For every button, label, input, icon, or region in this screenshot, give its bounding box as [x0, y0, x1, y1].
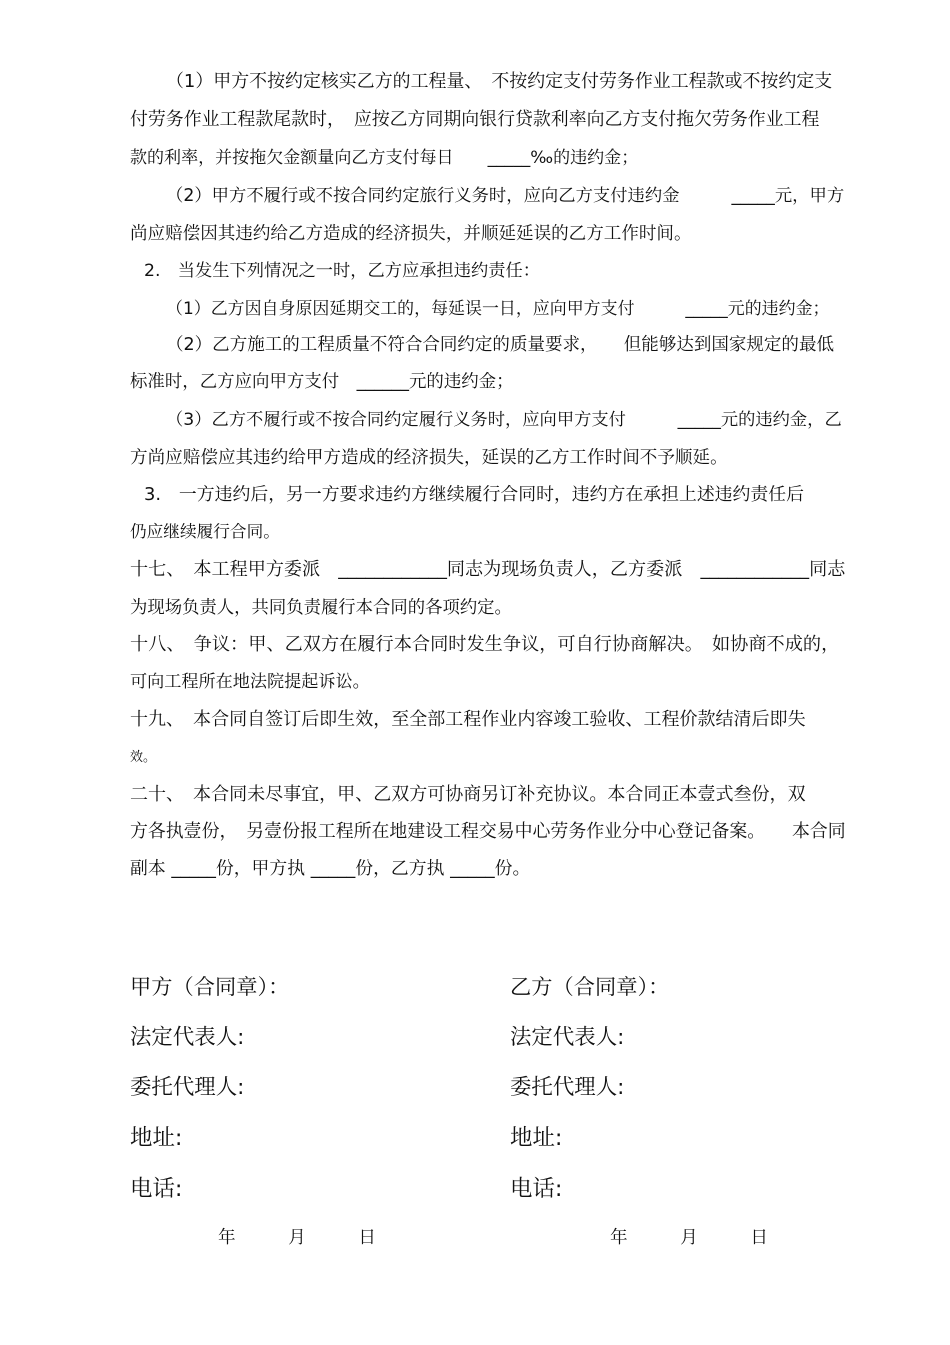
party-a-phone-label: 电话: [130, 1176, 183, 1202]
party-b-legal-rep-label: 法定代表人: [510, 1025, 625, 1050]
text-line: 尚应赔偿因其违约给乙方造成的经济损失，并顺延延误的乙方工作时间。 [130, 224, 692, 244]
text-line: 十九、 本合同自签订后即生效，至全部工程作业内容竣工验收、工程价款结清后即失 [130, 709, 806, 730]
party-a-seal-label: 甲方（合同章）： [130, 975, 290, 1000]
text-line: 2. 当发生下列情况之一时，乙方应承担违约责任： [144, 261, 540, 281]
party-b-agent-label: 委托代理人: [510, 1075, 625, 1100]
text-line: 十七、 本工程甲方委派 ____________同志为现场负责人，乙方委派 ____________同志 [130, 559, 846, 580]
party-a-address-label: 地址: [130, 1125, 183, 1151]
text-line: 付劳务作业工程款尾款时， 应按乙方同期向银行贷款利率向乙方支付拖欠劳务作业工程 [130, 109, 820, 130]
text-line: 3. 一方违约后，另一方要求违约方继续履行合同时，违约方在承担上述违约责任后 [144, 484, 804, 505]
text-line: 为现场负责人，共同负责履行本合同的各项约定。 [130, 598, 512, 618]
text-line: 可向工程所在地法院提起诉讼。 [130, 672, 370, 692]
party-a-date-line: 年 月 日 [218, 1228, 376, 1248]
text-line: 效。 [130, 750, 157, 765]
text-line: 方各执壹份， 另壹份报工程所在地建设工程交易中心劳务作业分中心登记备案。 本合同 [130, 821, 846, 842]
party-b-seal-label: 乙方（合同章）： [510, 975, 670, 1000]
text-line: （2）甲方不履行或不按合同约定旅行义务时，应向乙方支付违约金 _____元，甲方 [166, 186, 845, 206]
text-line: 方尚应赔偿应其违约给甲方造成的经济损失，延误的乙方工作时间不予顺延。 [130, 448, 728, 468]
party-a-legal-rep-label: 法定代表人: [130, 1025, 245, 1050]
party-b-address-label: 地址: [510, 1125, 563, 1151]
text-line: （1）乙方因自身原因延期交工的，每延误一日，应向甲方支付 _____元的违约金； [166, 298, 830, 318]
party-b-phone-label: 电话: [510, 1176, 563, 1202]
text-line: 标准时，乙方应向甲方支付 ______元的违约金； [130, 372, 514, 392]
text-line: （1）甲方不按约定核实乙方的工程量、 不按约定支付劳务作业工程款或不按约定支 [166, 71, 833, 92]
text-line: 十八、 争议：甲、乙双方在履行本合同时发生争议，可自行协商解决。 如协商不成的， [130, 634, 840, 655]
text-line: 款的利率，并按拖欠金额量向乙方支付每日 _____‰的违约金； [130, 148, 639, 168]
text-line: （3）乙方不履行或不按合同约定履行义务时，应向甲方支付 _____元的违约金，乙 [166, 410, 842, 430]
text-line: 仍应继续履行合同。 [130, 522, 280, 541]
party-a-agent-label: 委托代理人: [130, 1075, 245, 1100]
text-line: 副本 _____份，甲方执 _____份，乙方执 _____份。 [130, 858, 531, 879]
text-line: （2）乙方施工的工程质量不符合合同约定的质量要求， 但能够达到国家规定的最低 [166, 335, 834, 355]
text-line: 二十、 本合同未尽事宜，甲、乙双方可协商另订补充协议。本合同正本壹式叁份，双 [130, 784, 806, 805]
party-b-date-line: 年 月 日 [610, 1228, 768, 1248]
